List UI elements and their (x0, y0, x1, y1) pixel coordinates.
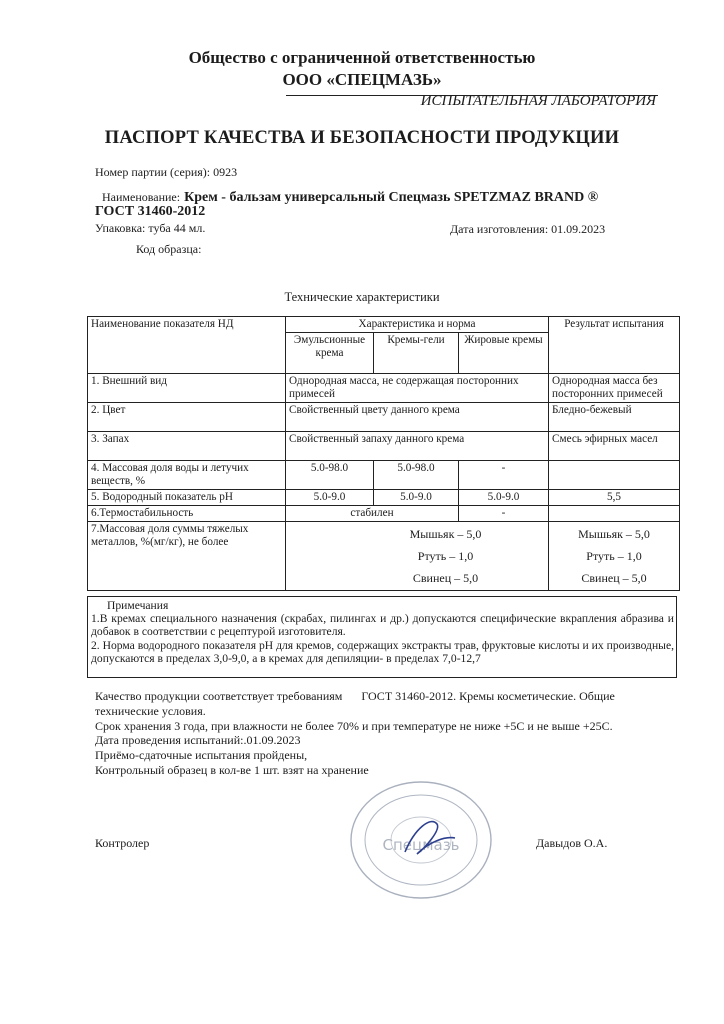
test-date-line: Дата проведения испытаний:.01.09.2023 (95, 733, 301, 747)
table-row (88, 432, 680, 461)
table-caption: Технические характеристики (284, 290, 440, 304)
product-name-label: Наименование: (102, 190, 181, 204)
table-row (88, 461, 680, 490)
row-appearance-norm: Однородная масса, не содержащая посторонних примесей (286, 374, 549, 403)
manufacture-date-value: 01.09.2023 (551, 222, 606, 236)
org-short-name: ООО «СПЕЦМАЗЬ» (282, 70, 442, 89)
row-appearance-name: 1. Внешний вид (88, 374, 286, 403)
table-row (88, 522, 680, 591)
batch-value: 0923 (213, 165, 238, 179)
row-ph-fat: 5.0-9.0 (459, 490, 549, 506)
row-thermo-name: 6.Термостабильность (88, 506, 286, 522)
metals-norm-lead: Свинец – 5,0 (412, 571, 479, 585)
row-ph-result: 5,5 (549, 490, 680, 506)
row-smell-name: 3. Запах (88, 432, 286, 461)
metals-result-lead: Свинец – 5,0 (581, 571, 647, 585)
row-color-result: Бледно-бежевый (549, 403, 680, 432)
header-gel: Кремы-гели (374, 333, 459, 374)
note-2: 2. Норма водородного показателя pH для кремов, содержащих экстракты трав, фруктовые кислоты и их производные, допускаются в пределах 3,0-9,0, а в кремах для депиляции- в пределах 7,0-12,7 (91, 638, 674, 665)
metals-norm-mercury: Ртуть – 1,0 (417, 549, 474, 563)
product-name-value: Крем - бальзам универсальный Спецмазь SPETZMAZ BRAND ® (184, 190, 599, 205)
lab-name: ИСПЫТАТЕЛЬНАЯ ЛАБОРАТОРИЯ (420, 93, 656, 109)
package-label: Упаковка: (95, 221, 146, 235)
header-indicator: Наименование показателя НД (88, 317, 286, 374)
note-1: 1.В кремах специального назначения (скрабах, пилингах и др.) допускаются специфические вкрапления абразива и добавок в соответствии с рецептурой изготовителя. (91, 612, 674, 639)
row-water-name: 4. Массовая доля воды и летучих веществ, % (88, 461, 286, 490)
row-thermo-norm: стабилен (286, 506, 459, 522)
tech-table (87, 316, 680, 591)
row-metals-name: 7.Массовая доля суммы тяжелых металлов, %(мг/кг), не более (88, 522, 286, 591)
header-fat: Жировые кремы (459, 333, 549, 374)
acceptance-line: Приёмо-сдаточные испытания пройдены, (95, 748, 308, 762)
row-metals-norm (286, 522, 549, 591)
document-title: ПАСПОРТ КАЧЕСТВА И БЕЗОПАСНОСТИ ПРОДУКЦИИ (104, 128, 620, 148)
row-smell-result: Смесь эфирных масел (549, 432, 680, 461)
package-value: туба 44 мл. (148, 221, 206, 235)
package-line (95, 221, 205, 236)
row-water-fat: - (459, 461, 549, 490)
manufacture-date-line (450, 222, 605, 237)
row-water-gel: 5.0-98.0 (374, 461, 459, 490)
quality-statement-cont: технические условия. (95, 704, 206, 718)
header-emulsion: Эмульсионные крема (286, 333, 374, 374)
org-name: Общество с ограниченной ответственностью (188, 48, 536, 67)
metals-result-arsenic: Мышьяк – 5,0 (578, 527, 650, 541)
row-metals-result (549, 522, 680, 591)
batch-line (95, 165, 237, 180)
storage-line: Срок хранения 3 года, при влажности не более 70% и при температуре не ниже +5С и не выше +25С. (95, 719, 613, 733)
row-thermo-result (549, 506, 680, 522)
table-row (88, 490, 680, 506)
row-ph-emulsion: 5.0-9.0 (286, 490, 374, 506)
row-water-result (549, 461, 680, 490)
notes-title: Примечания (107, 599, 169, 612)
table-row (88, 374, 680, 403)
row-smell-norm: Свойственный запаху данного крема (286, 432, 549, 461)
metals-norm-arsenic: Мышьяк – 5,0 (409, 527, 482, 541)
stamp-text: Спецмазь (382, 836, 460, 854)
notes-box (87, 596, 677, 678)
controller-label: Контролер (95, 836, 150, 850)
sample-code-label: Код образца: (136, 242, 202, 256)
batch-label: Номер партии (серия): (95, 165, 211, 179)
control-sample-line: Контрольный образец в кол-ве 1 шт. взят на хранение (95, 763, 369, 777)
header-result: Результат испытания (549, 317, 680, 374)
row-thermo-fat: - (459, 506, 549, 522)
row-color-name: 2. Цвет (88, 403, 286, 432)
table-header-row (88, 317, 680, 333)
row-appearance-result: Однородная масса без посторонних примесей (549, 374, 680, 403)
table-row (88, 506, 680, 522)
table-row (88, 403, 680, 432)
row-ph-gel: 5.0-9.0 (374, 490, 459, 506)
metals-result-mercury: Ртуть – 1,0 (586, 549, 642, 563)
quality-gost: ГОСТ 31460-2012. Кремы косметические. Общие (361, 689, 615, 703)
row-water-emulsion: 5.0-98.0 (286, 461, 374, 490)
quality-statement (95, 689, 615, 704)
product-gost: ГОСТ 31460-2012 (95, 204, 206, 219)
row-color-norm: Свойственный цвету данного крема (286, 403, 549, 432)
company-stamp (345, 778, 497, 902)
quality-text: Качество продукции соответствует требованиям (95, 689, 343, 703)
row-ph-name: 5. Водородный показатель pH (88, 490, 286, 506)
header-norm-group: Характеристика и норма (286, 317, 549, 333)
controller-name: Давыдов О.А. (536, 836, 608, 850)
manufacture-date-label: Дата изготовления: (450, 222, 549, 236)
